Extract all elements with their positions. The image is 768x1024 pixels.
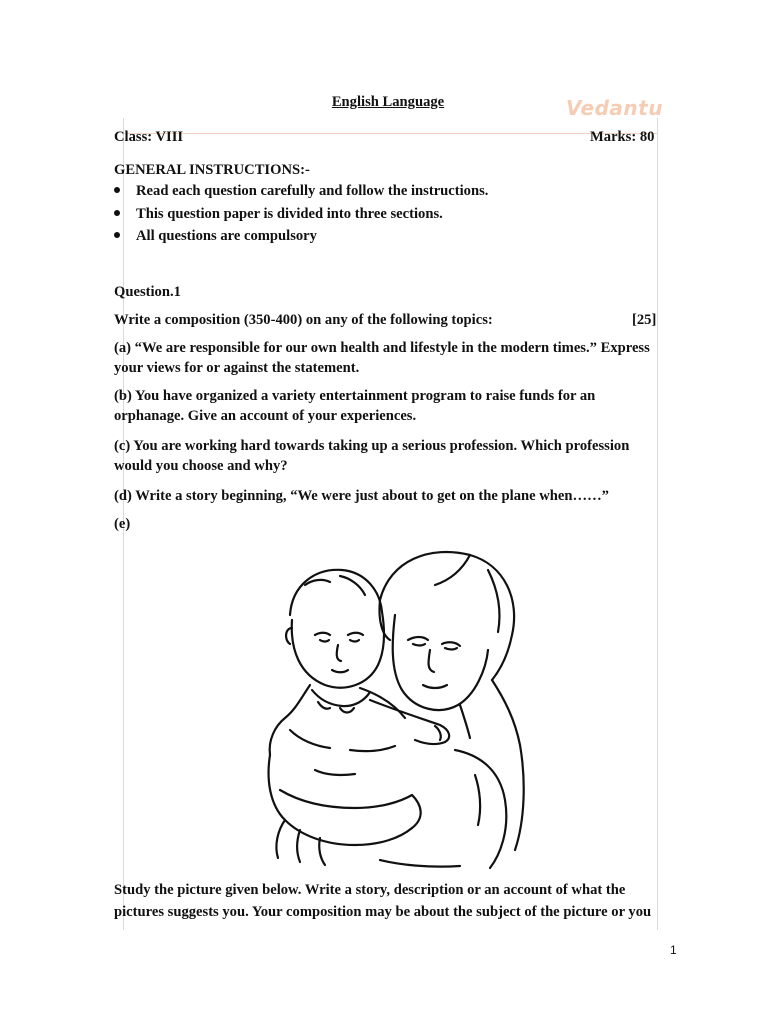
instruction-item: All questions are compulsory — [136, 228, 317, 244]
instruction-item: This question paper is divided into three sections. — [136, 206, 443, 222]
page-border-top — [123, 133, 658, 134]
option-b-line2: orphanage. Give an account of your experiences. — [114, 408, 417, 424]
mother-child-illustration — [230, 540, 530, 870]
option-b-line1: (b) You have organized a variety entertainment program to raise funds for an — [114, 388, 596, 404]
option-d: (d) Write a story beginning, “We were just about to get on the plane when……” — [114, 488, 609, 504]
instructions-heading: GENERAL INSTRUCTIONS:- — [114, 162, 310, 178]
question-marks: [25] — [632, 312, 657, 328]
option-e: (e) — [114, 516, 131, 532]
page-border-right — [657, 118, 658, 930]
class-label: Class: VIII — [114, 129, 184, 145]
bullet-icon — [114, 232, 120, 238]
bullet-icon — [114, 210, 120, 216]
option-a-line1: (a) “We are responsible for our own health and lifestyle in the modern times.” Express — [114, 340, 650, 356]
picture-prompt-line1: Study the picture given below. Write a story, description or an account of what the — [114, 882, 626, 898]
watermark-logo: Vedantu — [566, 96, 663, 120]
question-prompt: Write a composition (350-400) on any of the following topics: — [114, 312, 493, 328]
option-c-line2: would you choose and why? — [114, 458, 288, 474]
paper-title: English Language — [331, 94, 445, 110]
bullet-icon — [114, 187, 120, 193]
option-c-line1: (c) You are working hard towards taking up a serious profession. Which profession — [114, 438, 630, 454]
picture-prompt-line2: pictures suggests you. Your composition may be about the subject of the picture or you — [114, 904, 652, 920]
page-number: 1 — [670, 943, 677, 957]
marks-label: Marks: 80 — [590, 129, 655, 145]
instruction-item: Read each question carefully and follow the instructions. — [136, 183, 489, 199]
question-label: Question.1 — [114, 284, 181, 300]
option-a-line2: your views for or against the statement. — [114, 360, 360, 376]
